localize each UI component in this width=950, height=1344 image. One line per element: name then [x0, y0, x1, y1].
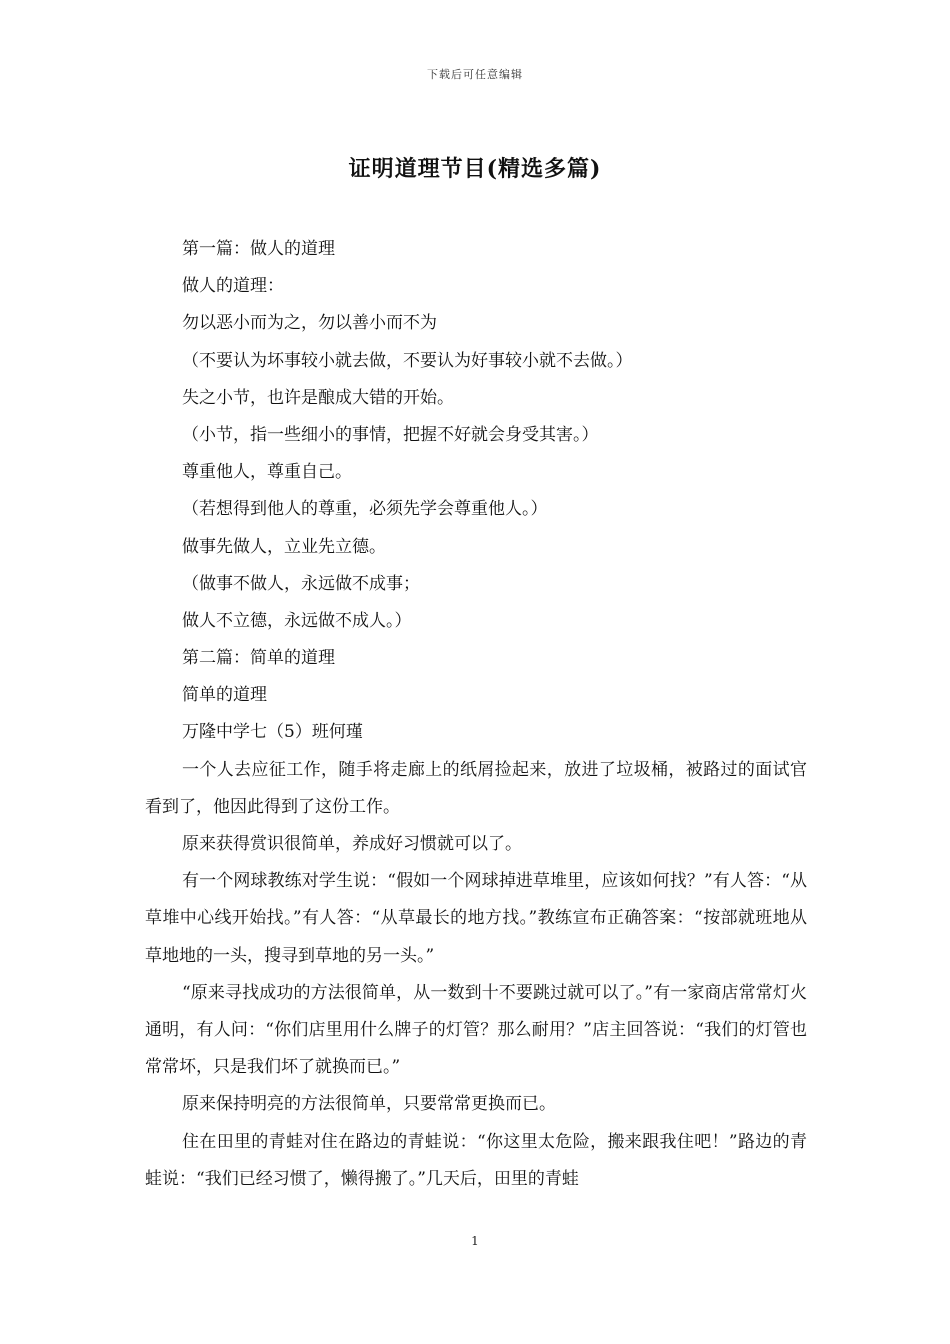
- text-line: 简单的道理: [182, 685, 267, 706]
- paragraph: “原来寻找成功的方法很简单，从一数到十不要跳过就可以了。”有一家商店常常灯火通明，有人问：“你们店里用什么牌子的灯管？那么耐用？”店主回答说：“我们的灯管也常常坏，只是我们坏了就换而已。”: [145, 982, 807, 1078]
- paragraph: 原来获得赏识很简单，养成好习惯就可以了。: [182, 834, 522, 855]
- text-line: （若想得到他人的尊重，必须先学会尊重他人。）: [182, 499, 548, 520]
- page-number: 1: [471, 1234, 479, 1248]
- text-line: （做事不做人，永远做不成事；: [182, 573, 420, 594]
- paragraph: 住在田里的青蛙对住在路边的青蛙说：“你这里太危险，搬来跟我住吧！”路边的青蛙说：“我们已经习惯了，懒得搬了。”几天后，田里的青蛙: [145, 1131, 807, 1189]
- page-header-note: 下载后可任意编辑: [427, 68, 523, 81]
- section-heading-2: 第二篇：简单的道理: [182, 648, 335, 669]
- text-line: （不要认为坏事较小就去做，不要认为好事较小就不去做。）: [182, 350, 633, 371]
- text-line: 失之小节，也许是酿成大错的开始。: [182, 387, 454, 408]
- author-line: 万隆中学七（5）班何瑾: [182, 722, 363, 743]
- section-heading-1: 第一篇：做人的道理: [182, 239, 335, 259]
- text-line: （小节，指一些细小的事情，把握不好就会身受其害。）: [182, 424, 599, 445]
- text-line: 做事先做人，立业先立德。: [182, 536, 386, 557]
- text-line: 做人不立德，永远做不成人。）: [182, 610, 412, 631]
- text-line: 勿以恶小而为之，勿以善小而不为: [182, 313, 437, 334]
- text-line: 尊重他人，尊重自己。: [182, 462, 352, 483]
- document-title: 证明道理节目(精选多篇): [348, 156, 602, 182]
- paragraph: 有一个网球教练对学生说：“假如一个网球掉进草堆里，应该如何找？”有人答：“从草堆中心线开始找。”有人答：“从草最长的地方找。”教练宣布正确答案：“按部就班地从草地地的一头，搜寻到草地的另一头。”: [145, 871, 807, 966]
- text-line: 做人的道理：: [182, 276, 284, 297]
- paragraph: 一个人去应征工作，随手将走廊上的纸屑捡起来，放进了垃圾桶，被路过的面试官看到了，他因此得到了这份工作。: [145, 759, 807, 817]
- paragraph: 原来保持明亮的方法很简单，只要常常更换而已。: [182, 1094, 556, 1115]
- document-body: [145, 231, 807, 1198]
